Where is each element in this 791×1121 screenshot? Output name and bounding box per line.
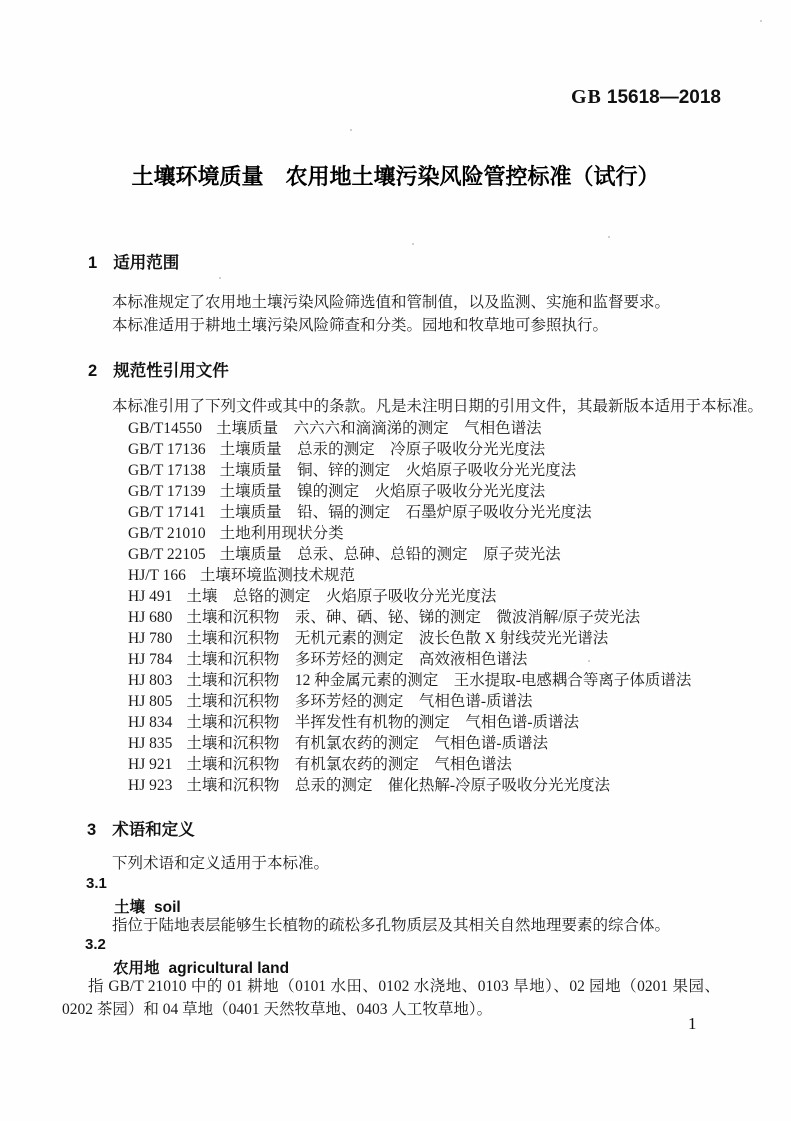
standard-number	[571, 86, 721, 109]
reference-title: 土壤和沉积物 有机氯农药的测定 气相色谱-质谱法	[186, 735, 549, 752]
reference-item	[128, 670, 691, 691]
reference-code: GB/T 17138	[128, 462, 206, 479]
page-number: 1	[688, 1014, 697, 1033]
term-zh: 土壤	[114, 899, 146, 916]
reference-item	[128, 712, 691, 733]
term-en: agricultural land	[168, 960, 290, 977]
reference-title: 土壤 总铬的测定 火焰原子吸收分光光度法	[186, 588, 497, 605]
reference-item	[128, 649, 691, 670]
reference-title: 土壤和沉积物 多环芳烃的测定 高效液相色谱法	[186, 651, 528, 668]
document-title: 土壤环境质量 农用地土壤污染风险管控标准（试行）	[131, 164, 660, 189]
reference-code: HJ 803	[128, 672, 173, 689]
section-1-title: 适用范围	[113, 254, 180, 272]
section-2-title: 规范性引用文件	[113, 362, 229, 380]
section-2-heading	[88, 357, 229, 381]
scan-speck	[219, 277, 221, 279]
paragraph: 本标准规定了农用地土壤污染风险筛选值和管制值，以及监测、实施和监督要求。	[112, 294, 671, 311]
reference-title: 土壤和沉积物 半挥发性有机物的测定 气相色谱-质谱法	[186, 714, 580, 731]
term-3-2-number: 3.2	[85, 936, 106, 953]
term-3-2-definition: 指 GB/T 21010 中的 01 耕地（0101 水田、0102 水浇地、0103 旱地）、02 园地（0201 果园、0202 茶园）和 04 草地（0401 天然牧草地、0403 人工牧草地）。	[62, 978, 720, 1018]
reference-code: HJ 921	[128, 756, 173, 773]
term-3-1-name	[114, 895, 181, 917]
reference-title: 土壤和沉积物 汞、砷、硒、铋、锑的测定 微波消解/原子荧光法	[186, 609, 641, 626]
reference-item	[128, 460, 691, 481]
reference-title: 土地利用现状分类	[219, 525, 344, 542]
scan-speck	[412, 243, 414, 245]
reference-code: HJ 680	[128, 609, 173, 626]
reference-item	[128, 544, 691, 565]
reference-code: HJ/T 166	[128, 567, 186, 584]
reference-item	[128, 754, 691, 775]
section-2-number: 2	[88, 362, 98, 380]
term-3-2-definition-block	[62, 976, 720, 1021]
reference-title: 土壤和沉积物 无机元素的测定 波长色散 X 射线荧光光谱法	[186, 630, 609, 647]
paragraph: 本标准引用了下列文件或其中的条款。凡是未注明日期的引用文件，其最新版本适用于本标准。	[112, 398, 764, 415]
reference-title: 土壤质量 铜、锌的测定 火焰原子吸收分光光度法	[219, 462, 577, 479]
reference-item	[128, 691, 691, 712]
reference-code: HJ 780	[128, 630, 173, 647]
reference-code: GB/T 17136	[128, 441, 206, 458]
reference-title: 土壤和沉积物 总汞的测定 催化热解-冷原子吸收分光光度法	[186, 777, 611, 794]
standard-number-digits: 15618—2018	[606, 87, 721, 108]
reference-list	[128, 418, 691, 796]
reference-item	[128, 607, 691, 628]
reference-item	[128, 502, 691, 523]
reference-title: 土壤质量 总汞的测定 冷原子吸收分光光度法	[219, 441, 546, 458]
reference-code: GB/T 22105	[128, 546, 206, 563]
reference-code: GB/T 21010	[128, 525, 206, 542]
reference-code: HJ 835	[128, 735, 173, 752]
scan-speck	[760, 20, 762, 22]
reference-code: HJ 491	[128, 588, 173, 605]
reference-title: 土壤质量 镍的测定 火焰原子吸收分光光度法	[219, 483, 546, 500]
reference-title: 土壤和沉积物 12 种金属元素的测定 王水提取-电感耦合等离子体质谱法	[186, 672, 692, 689]
reference-code: GB/T 17139	[128, 483, 206, 500]
section-3-heading	[87, 816, 195, 840]
term-3-1-number: 3.1	[86, 875, 107, 892]
reference-code: HJ 834	[128, 714, 173, 731]
reference-title: 土壤质量 六六六和滴滴涕的测定 气相色谱法	[216, 420, 542, 437]
paragraph: 本标准适用于耕地土壤污染风险筛查和分类。园地和牧草地可参照执行。	[112, 317, 609, 334]
reference-code: GB/T 17141	[128, 504, 206, 521]
section-3-number: 3	[87, 821, 97, 839]
reference-item	[128, 418, 691, 439]
section-2-intro	[81, 395, 763, 418]
scan-speck	[608, 236, 610, 238]
reference-title: 土壤质量 总汞、总砷、总铅的测定 原子荧光法	[219, 546, 561, 563]
reference-code: HJ 784	[128, 651, 173, 668]
section-3-title: 术语和定义	[112, 821, 195, 839]
reference-code: GB/T14550	[128, 420, 203, 437]
standard-number-prefix: GB	[570, 86, 602, 108]
reference-item	[128, 628, 691, 649]
term-en: soil	[154, 899, 181, 916]
scan-speck	[350, 129, 352, 131]
reference-title: 土壤质量 铅、镉的测定 石墨炉原子吸收分光光度法	[219, 504, 592, 521]
section-1-heading	[88, 249, 179, 273]
section-3-intro: 下列术语和定义适用于本标准。	[112, 855, 330, 872]
term-3-1-definition: 指位于陆地表层能够生长植物的疏松多孔物质层及其相关自然地理要素的综合体。	[112, 917, 671, 934]
reference-title: 土壤环境监测技术规范	[199, 567, 355, 584]
reference-item	[128, 733, 691, 754]
section-1-body	[81, 291, 670, 337]
reference-item	[128, 523, 691, 544]
reference-item	[128, 481, 691, 502]
reference-item	[128, 565, 691, 586]
reference-title: 土壤和沉积物 多环芳烃的测定 气相色谱-质谱法	[186, 693, 533, 710]
reference-item	[128, 775, 691, 796]
reference-item	[128, 439, 691, 460]
term-3-2-name	[113, 956, 289, 978]
reference-code: HJ 805	[128, 693, 173, 710]
section-1-number: 1	[88, 254, 98, 272]
term-zh: 农用地	[113, 960, 160, 977]
reference-code: HJ 923	[128, 777, 173, 794]
reference-item	[128, 586, 691, 607]
reference-title: 土壤和沉积物 有机氯农药的测定 气相色谱法	[186, 756, 512, 773]
